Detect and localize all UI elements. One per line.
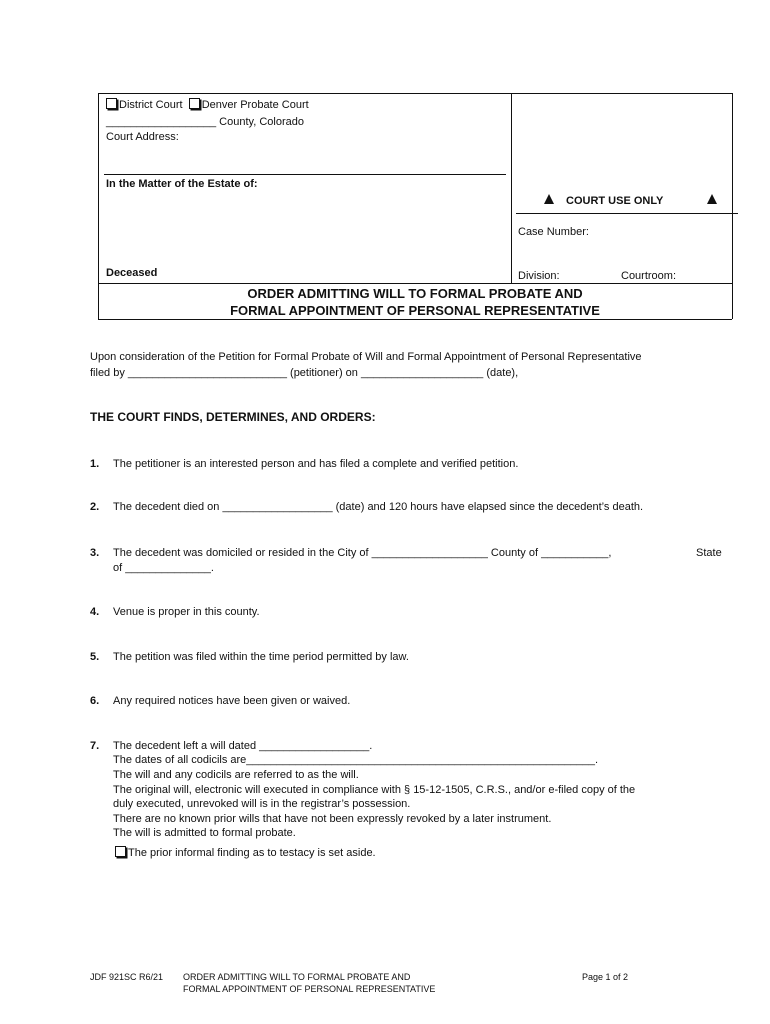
document-title [98, 285, 732, 319]
up-arrow-icon [707, 191, 717, 209]
court-address-label: Court Address: [106, 131, 179, 143]
denver-probate-court-checkbox[interactable] [189, 98, 200, 109]
finding-time-period: The petition was filed within the time period permitted by law. [113, 651, 409, 663]
county-field[interactable]: __________________ County, Colorado [106, 116, 304, 128]
form-id: JDF 921SC R6/21 [90, 972, 164, 982]
court-selection [106, 98, 309, 112]
finding-domicile-state[interactable]: of ______________. [113, 562, 214, 574]
prior-wills-statement: There are no known prior wills that have not been expressly revoked by a later instrument. [113, 813, 552, 825]
item-number: 5. [90, 651, 100, 663]
district-court-checkbox[interactable] [106, 98, 117, 109]
footer-title-line-2: FORMAL APPOINTMENT OF PERSONAL REPRESENTATIVE [183, 984, 436, 994]
original-will-line-1: The original will, electronic will executed in compliance with § 15-12-1505, C.R.S., and/or e-filed copy of the [113, 784, 636, 796]
formal-probate-statement: The will is admitted to formal probate. [113, 827, 296, 839]
title-line-2: FORMAL APPOINTMENT OF PERSONAL REPRESENTATIVE [230, 303, 600, 318]
intro-line-2[interactable]: filed by __________________________ (petitioner) on ____________________ (date), [90, 367, 519, 379]
page-number: Page 1 of 2 [582, 972, 629, 982]
item-number: 2. [90, 501, 100, 513]
district-court-label: District Court [119, 99, 183, 111]
finding-date-of-death[interactable]: The decedent died on __________________ (date) and 120 hours have elapsed since the decedent’s death. [113, 501, 644, 513]
finding-domicile[interactable]: The decedent was domiciled or resided in the City of ___________________ County of ___________, [113, 547, 612, 559]
codicil-dates-field[interactable]: The dates of all codicils are_________________________________________________________. [113, 754, 599, 766]
finding-petitioner: The petitioner is an interested person and has filed a complete and verified petition. [113, 458, 519, 470]
courtroom-field[interactable]: Courtroom: [621, 270, 677, 282]
footer-title-line-1: ORDER ADMITTING WILL TO FORMAL PROBATE AND [183, 972, 411, 982]
set-aside-checkbox[interactable] [115, 846, 126, 857]
item-number: 4. [90, 606, 100, 618]
will-definition: The will and any codicils are referred to as the will. [113, 769, 359, 781]
division-field[interactable]: Division: [518, 270, 560, 282]
denver-probate-court-label: Denver Probate Court [201, 99, 309, 111]
deceased-label: Deceased [106, 267, 158, 279]
finding-venue: Venue is proper in this county. [113, 606, 260, 618]
court-use-only-label: COURT USE ONLY [566, 195, 664, 207]
original-will-line-2: duly executed, unrevoked will is in the registrar’s possession. [113, 798, 411, 810]
set-aside-option [115, 846, 376, 860]
state-label: State [696, 547, 722, 559]
title-line-1: ORDER ADMITTING WILL TO FORMAL PROBATE AND [247, 286, 583, 301]
item-number: 3. [90, 547, 100, 559]
item-number: 6. [90, 695, 100, 707]
will-date-field[interactable]: The decedent left a will dated __________________. [113, 740, 373, 752]
up-arrow-icon [544, 191, 554, 209]
case-number-field[interactable]: Case Number: [518, 226, 589, 238]
estate-matter-label: In the Matter of the Estate of: [106, 178, 258, 190]
item-number: 1. [90, 458, 100, 470]
item-number: 7. [90, 740, 100, 752]
intro-line-1: Upon consideration of the Petition for Formal Probate of Will and Formal Appointment of Personal Representative [90, 351, 642, 363]
findings-heading: THE COURT FINDS, DETERMINES, AND ORDERS: [90, 410, 376, 424]
set-aside-label: The prior informal finding as to testacy is set aside. [128, 847, 376, 859]
finding-notices: Any required notices have been given or waived. [113, 695, 351, 707]
